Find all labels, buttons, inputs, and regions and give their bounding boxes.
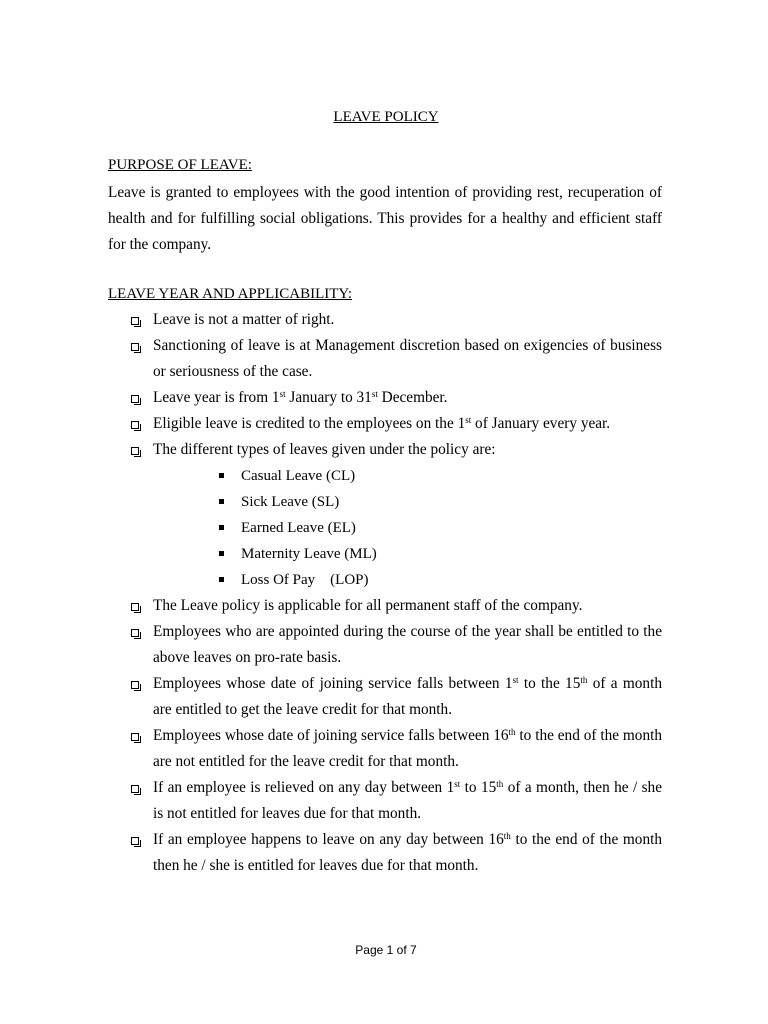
leave-type-label: Casual Leave (CL)	[241, 468, 356, 484]
list-item-text	[153, 779, 662, 822]
square-bullet-icon	[219, 551, 224, 556]
leave-type-item	[108, 489, 662, 515]
checkbox-bullet-icon	[131, 733, 139, 741]
ordinal-suffix: th	[496, 779, 504, 789]
list-item	[108, 437, 662, 463]
leave-type-label: Loss Of Pay (LOP)	[241, 572, 369, 588]
list-item	[108, 385, 662, 411]
text-part: to the 15	[518, 675, 581, 692]
list-item	[108, 411, 662, 437]
list-item	[108, 827, 662, 879]
ordinal-suffix: st	[454, 779, 461, 789]
ordinal-suffix: th	[503, 831, 511, 841]
ordinal-suffix: st	[279, 389, 286, 399]
leave-year-heading: LEAVE YEAR AND APPLICABILITY:	[108, 286, 353, 302]
purpose-paragraph: Leave is granted to employees with the good intention of providing rest, recuperation of health and for fulfilling social obligations. This provides for a healthy and efficient staff for the company.	[108, 184, 662, 253]
leave-types-list	[108, 463, 662, 593]
list-item-text: Leave is not a matter of right.	[153, 311, 335, 328]
text-part: Employees whose date of joining service falls between 1	[153, 675, 513, 692]
checkbox-bullet-icon	[131, 421, 139, 429]
list-item	[108, 775, 662, 827]
list-item	[108, 333, 662, 385]
list-item-text	[153, 675, 662, 718]
leave-type-item	[108, 541, 662, 567]
leave-type-item	[108, 567, 662, 593]
text-part: to the end of the month then he / she is entitled for leaves due for that month.	[153, 831, 662, 874]
checkbox-bullet-icon	[131, 681, 139, 689]
square-bullet-icon	[219, 473, 224, 478]
leave-types-container	[108, 463, 662, 593]
leave-type-item	[108, 463, 662, 489]
text-part: If an employee is relieved on any day between 1	[153, 779, 455, 796]
ordinal-suffix: th	[508, 727, 516, 737]
leave-type-item	[108, 515, 662, 541]
text-part: Employees whose date of joining service falls between 16	[153, 727, 509, 744]
leave-type-label: Earned Leave (EL)	[241, 520, 356, 536]
square-bullet-icon	[219, 577, 224, 582]
checkbox-bullet-icon	[131, 837, 139, 845]
text-part: of a month, then he / she is not entitled for leaves due for that month.	[153, 779, 663, 822]
leave-type-label: Sick Leave (SL)	[241, 494, 340, 510]
page-title: LEAVE POLICY	[333, 109, 439, 125]
list-item-text: Sanctioning of leave is at Management discretion based on exigencies of business or seriousness of the case.	[153, 337, 662, 380]
list-item-text	[153, 727, 662, 770]
text-part: to 15	[460, 779, 497, 796]
ordinal-suffix: st	[512, 675, 519, 685]
checkbox-bullet-icon	[131, 317, 139, 325]
list-item-text: Employees who are appointed during the course of the year shall be entitled to the above leaves on pro-rate basis.	[153, 623, 662, 666]
checkbox-bullet-icon	[131, 343, 139, 351]
ordinal-suffix: th	[580, 675, 588, 685]
checkbox-bullet-icon	[131, 629, 139, 637]
text-part: Eligible leave is credited to the employees on the 1	[153, 415, 466, 432]
checkbox-bullet-icon	[131, 785, 139, 793]
leave-type-label: Maternity Leave (ML)	[241, 546, 377, 562]
page-number: Page 1 of 7	[355, 943, 417, 957]
square-bullet-icon	[219, 499, 224, 504]
list-item-text	[153, 389, 448, 406]
list-item	[108, 307, 662, 333]
square-bullet-icon	[219, 525, 224, 530]
text-part: of a month are entitled to get the leave credit for that month.	[153, 675, 662, 718]
list-item	[108, 619, 662, 671]
list-item	[108, 671, 662, 723]
text-part: of January every year.	[471, 415, 611, 432]
text-part: December.	[377, 389, 448, 406]
text-part: Leave year is from 1	[153, 389, 280, 406]
list-item-text: The Leave policy is applicable for all permanent staff of the company.	[153, 597, 583, 614]
purpose-heading: PURPOSE OF LEAVE:	[108, 157, 252, 173]
policy-list	[108, 307, 662, 879]
ordinal-suffix: st	[465, 415, 472, 425]
list-item-text	[153, 831, 662, 874]
list-item-text: The different types of leaves given under the policy are:	[153, 441, 496, 458]
text-part: If an employee happens to leave on any day between 16	[153, 831, 504, 848]
text-part: January to 31	[285, 389, 372, 406]
checkbox-bullet-icon	[131, 447, 139, 455]
text-part: to the end of the month are not entitled for the leave credit for that month.	[153, 727, 662, 770]
ordinal-suffix: st	[371, 389, 378, 399]
list-item-text	[153, 415, 610, 432]
list-item	[108, 593, 662, 619]
checkbox-bullet-icon	[131, 603, 139, 611]
checkbox-bullet-icon	[131, 395, 139, 403]
list-item	[108, 723, 662, 775]
